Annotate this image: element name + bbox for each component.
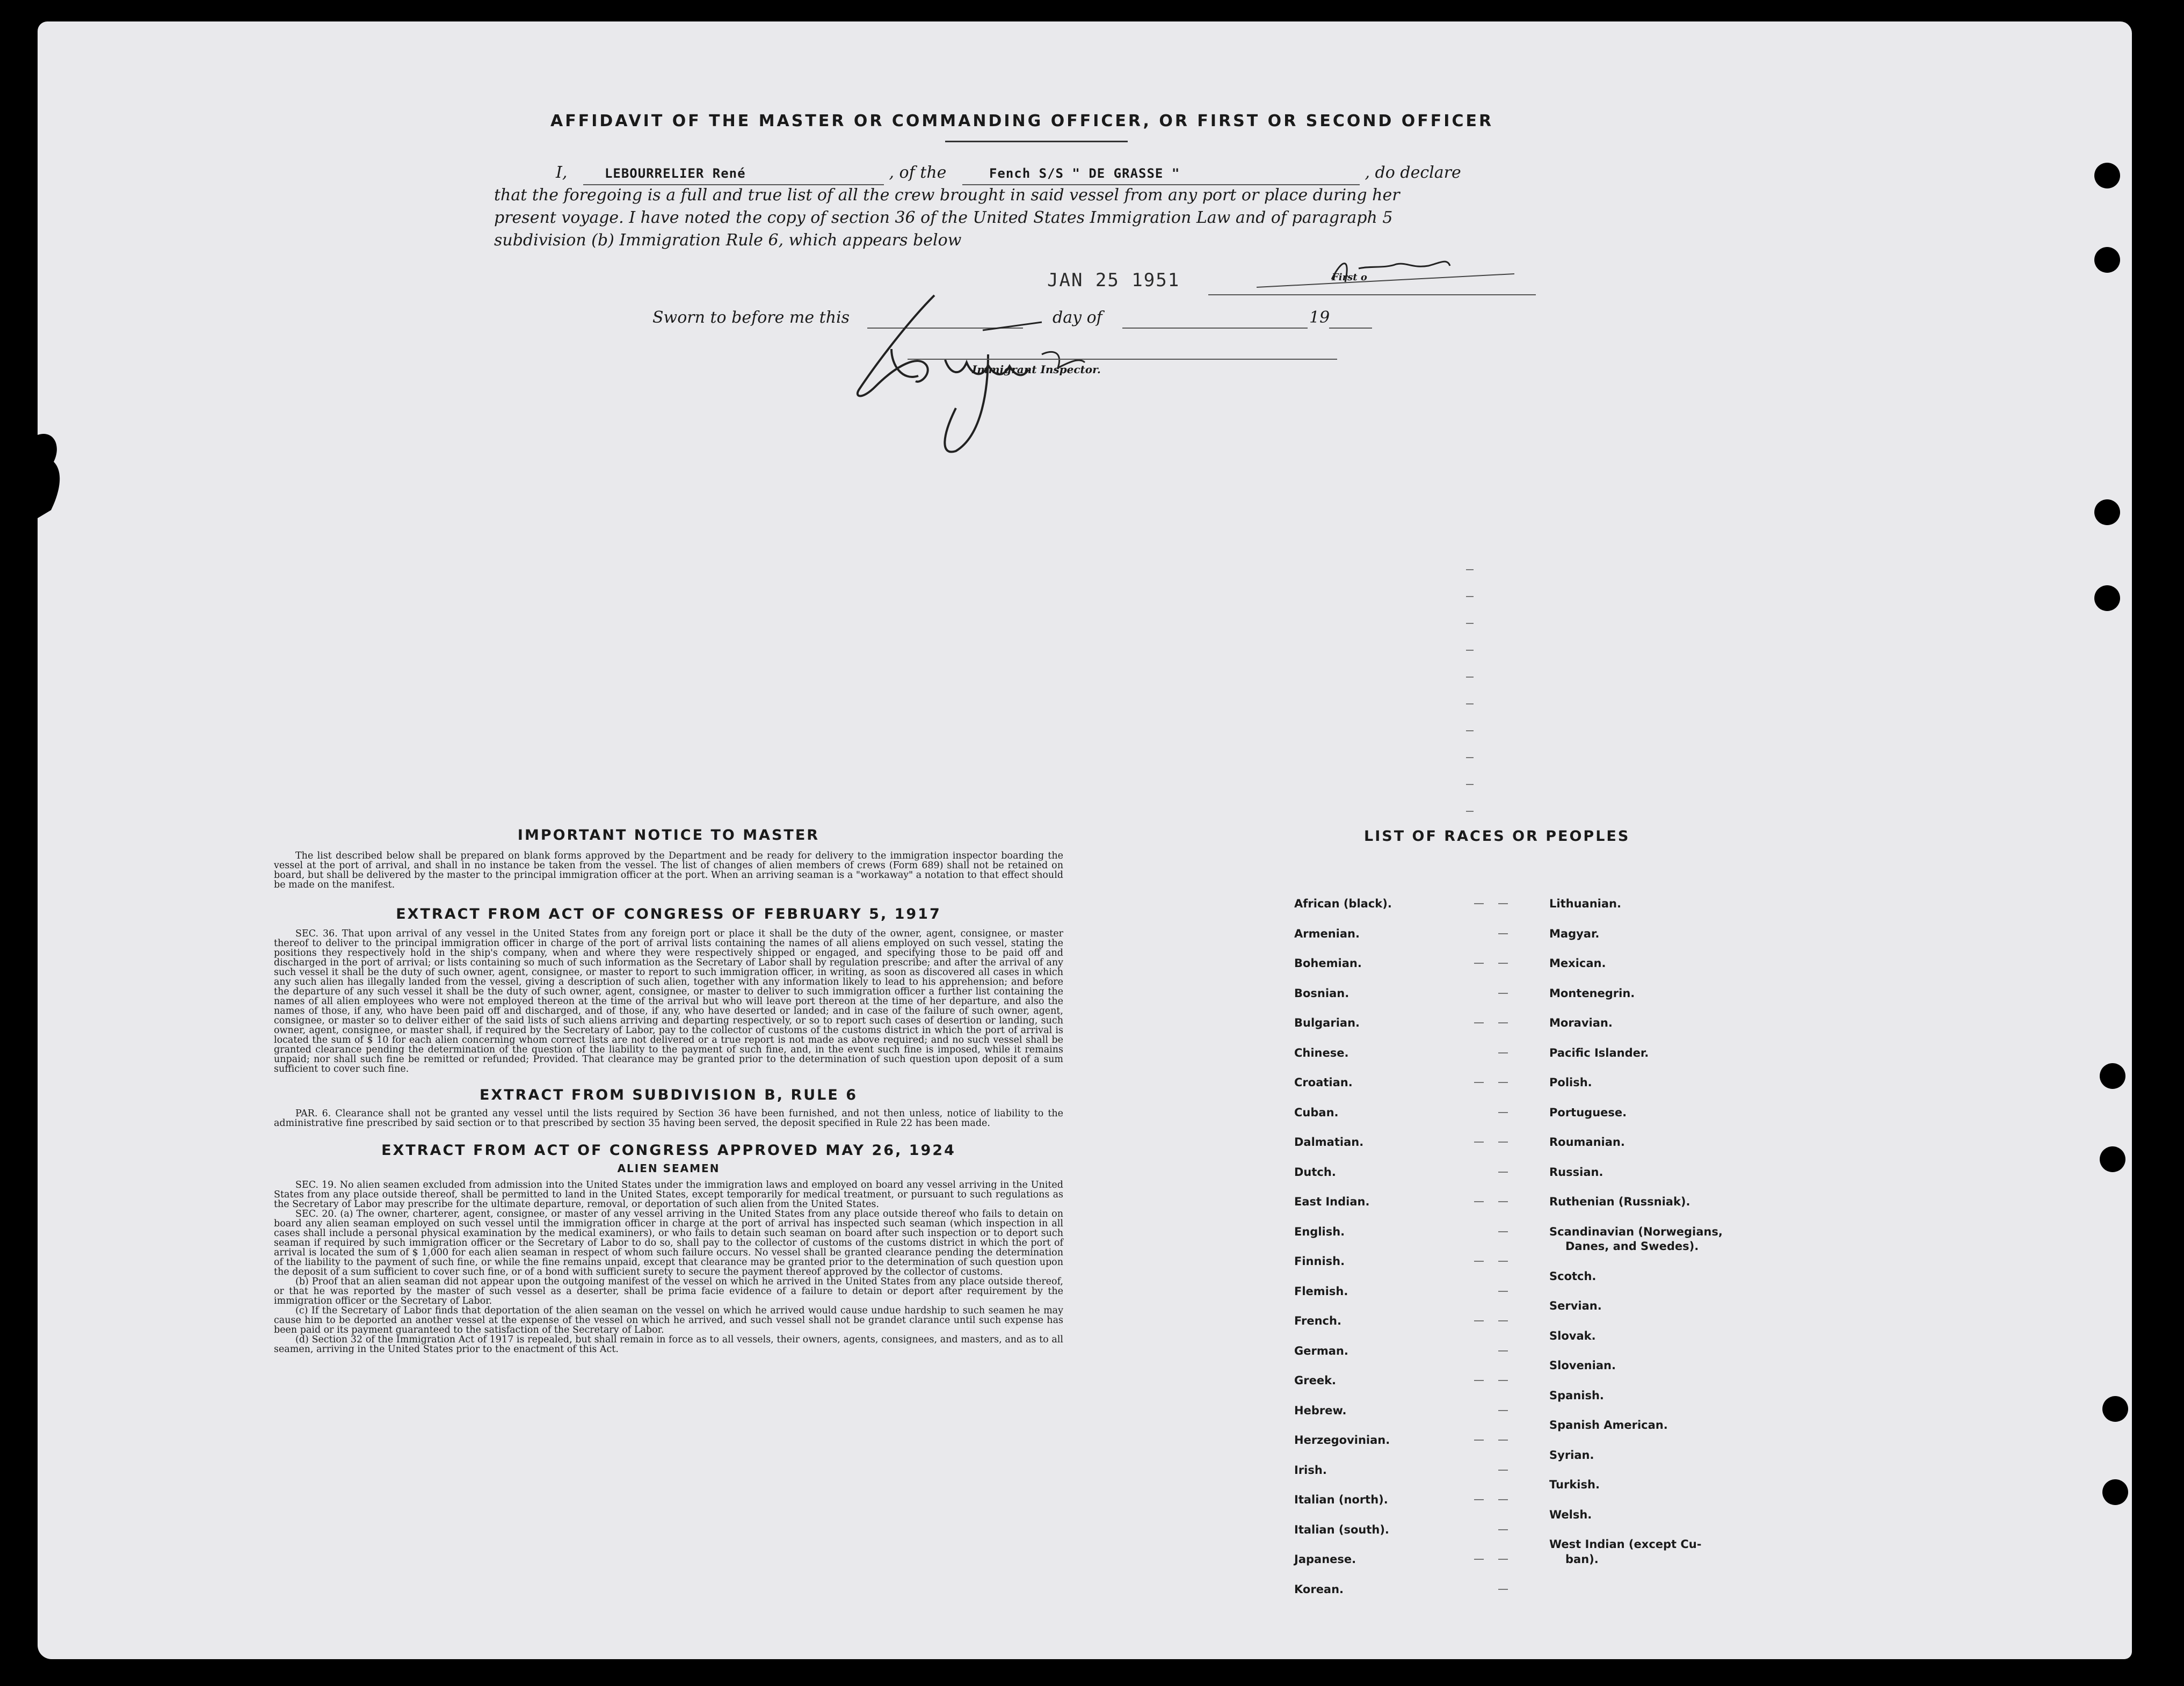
officer-title: First o (1332, 272, 1367, 283)
punch-hole (2100, 1063, 2125, 1089)
race-item: Bosnian. (1294, 986, 1349, 1000)
column-dash (1498, 1350, 1508, 1351)
race-item: Greek. (1294, 1374, 1337, 1387)
race-item: English. (1294, 1225, 1345, 1238)
extract-rule6-text: PAR. 6. Clearance shall not be granted any vessel until the lists required by Section 36 have been furnished, and not then unless, notice of liability to the administrative fine prescribed by said section or to that prescribed by section 35 having been served, the deposit specified in Rule 22 has been made. (274, 1108, 1063, 1129)
column-dash (1498, 1320, 1508, 1321)
race-item: ban). (1565, 1552, 1599, 1566)
race-item: Turkish. (1549, 1478, 1600, 1491)
column-dash (1498, 1261, 1508, 1262)
margin-tick (1466, 569, 1474, 570)
race-item: Flemish. (1294, 1284, 1348, 1298)
column-dash (1474, 1142, 1484, 1143)
race-item: Scandinavian (Norwegians, (1549, 1225, 1723, 1238)
race-item: Welsh. (1549, 1508, 1592, 1521)
column-dash (1498, 963, 1508, 964)
column-dash (1498, 1291, 1508, 1292)
race-item: African (black). (1294, 897, 1392, 910)
column-dash (1498, 1470, 1508, 1471)
race-item: French. (1294, 1314, 1341, 1327)
race-item: Moravian. (1549, 1016, 1613, 1029)
race-item: German. (1294, 1344, 1348, 1357)
races-title: LIST OF RACES OR PEOPLES (1364, 828, 1630, 845)
punch-hole (2094, 585, 2120, 611)
extract-1924-title: EXTRACT FROM ACT OF CONGRESS APPROVED MAY 26, 1924 (381, 1142, 956, 1159)
punch-hole (2094, 163, 2120, 188)
race-item: Portuguese. (1549, 1106, 1627, 1119)
extract-1924-body (274, 1180, 1063, 1354)
title-rule (945, 141, 1128, 142)
i-label: I, (556, 163, 568, 182)
race-item: Pacific Islander. (1549, 1046, 1649, 1059)
column-dash (1474, 1022, 1484, 1023)
race-item: Dalmatian. (1294, 1136, 1364, 1149)
race-item: Bohemian. (1294, 957, 1362, 970)
race-item: Cuban. (1294, 1106, 1339, 1119)
column-dash (1498, 1022, 1508, 1023)
notice-title: IMPORTANT NOTICE TO MASTER (517, 827, 820, 844)
notice-section (274, 827, 1063, 1354)
inspector-label: Immigrant Inspector. (972, 363, 1101, 376)
year-prefix: 19 (1309, 308, 1330, 327)
race-item: Spanish American. (1549, 1419, 1668, 1431)
race-item: Chinese. (1294, 1046, 1349, 1059)
officer-name-field[interactable] (583, 162, 884, 185)
race-item: Croatian. (1294, 1076, 1353, 1089)
column-dash (1498, 993, 1508, 994)
column-dash (1498, 1112, 1508, 1113)
column-dash (1474, 1320, 1484, 1321)
column-dash (1474, 1261, 1484, 1262)
race-item: West Indian (except Cu- (1549, 1538, 1702, 1551)
column-dash (1498, 1529, 1508, 1530)
vessel-field[interactable] (962, 162, 1360, 185)
race-item: Finnish. (1294, 1255, 1345, 1268)
column-dash (1474, 963, 1484, 964)
race-item: Roumanian. (1549, 1136, 1625, 1149)
margin-tick (1466, 730, 1474, 731)
document-page (38, 21, 2132, 1659)
column-dash (1474, 1499, 1484, 1500)
date-stamp: JAN 25 1951 (1047, 270, 1180, 291)
race-item: Dutch. (1294, 1165, 1336, 1179)
race-item: Slovenian. (1549, 1359, 1616, 1372)
officer-title-line (1208, 294, 1536, 295)
day-of-label: day of (1053, 308, 1102, 327)
race-item: Armenian. (1294, 927, 1360, 940)
extract-1917-body (274, 929, 1063, 1074)
race-item: Polish. (1549, 1076, 1592, 1089)
vessel-name: Fench S/S " DE GRASSE " (989, 166, 1180, 181)
column-dash (1498, 933, 1508, 934)
race-item: Herzegovinian. (1294, 1434, 1390, 1447)
affidavit-line-4: subdivision (b) Immigration Rule 6, which appears below (494, 231, 962, 250)
column-dash (1498, 1589, 1508, 1590)
race-item: Bulgarian. (1294, 1016, 1360, 1029)
margin-tick (1466, 811, 1474, 812)
column-dash (1474, 1559, 1484, 1560)
column-dash (1498, 1410, 1508, 1411)
punch-hole (2094, 247, 2120, 273)
race-item: Ruthenian (Russniak). (1549, 1195, 1690, 1208)
column-dash (1498, 1440, 1508, 1441)
race-item: Mexican. (1549, 957, 1606, 970)
extract-rule6-title: EXTRACT FROM SUBDIVISION B, RULE 6 (479, 1087, 858, 1103)
paper-tear-mark (38, 430, 75, 521)
sec-20d-text: (d) Section 32 of the Immigration Act of 1917 is repealed, but shall remain in force as to all vessels, their owners, agents, consignees, and masters, and as to all seamen, arriving in the United States prior to the enactment of this Act. (274, 1334, 1063, 1355)
race-item: Italian (north). (1294, 1493, 1388, 1506)
race-item: Servian. (1549, 1299, 1602, 1312)
extract-1917-text: SEC. 36. That upon arrival of any vessel in the United States from any foreign port or place it shall be the duty of the owner, agent, consignee, or master thereof to deliver to the principal immigration officer in charge of the port of arrival lists containing the names of all aliens employed on such vessel, stating the positions they respectively hold in the ship's company, when and where they were respectively shipped or engaged, and specifying those to be paid off and discharged in the port of arrival; or lists containing so much of such information as the Secretary of Labor shall by regulation prescribe; and after the arrival of any such vessel it shall be the duty of such owner, agent, consignee, or master to report to such immigration officer, in writing, as soon as discovered all cases in which any such alien has illegally landed from the vessel, giving a description of such alien, together with any information likely to lead to his apprehension; and before the departure of any such vessel it shall be the duty of such owner, agent, consignee, or master to deliver to such immigration officer a further list containing the names of all alien employees who were not employed thereon at the time of the arrival but who will leave port thereon at the time of her departure, and also the names of those, if any, who have been paid off and discharged, and of those, if any, who have deserted or landed; and in case of the failure of such owner, agent, consignee, or master so to deliver either of the said lists of such aliens arriving and departing respectively, or so to report such cases of desertion or landing, such owner, agent, consignee, or master shall, if required by the Secretary of Labor, pay to the collector of customs of the customs district in which the port of arrival is located the sum of $ 10 for each alien concerning whom correct lists are not delivered or a true report is not made as above required; and no such vessel shall be granted clearance pending the determination of the question of the liability to the payment of such fine, and, in the event such fine is imposed, while it remains unpaid; nor shall such fine be remitted or refunded; Provided. That clearance may be granted prior to the determination of such question upon deposit of a sum sufficient to cover such fine. (274, 928, 1063, 1074)
extract-1917-title: EXTRACT FROM ACT OF CONGRESS OF FEBRUARY 5, 1917 (396, 906, 941, 922)
sec-20c-text: (c) If the Secretary of Labor finds that deportation of the alien seaman on the vessel on which he arrived would cause undue hardship to such seamen he may cause him to be deported an another vessel at the expense of the vessel on which he arrived, and such vessel shall not be grandet clarance until such expense has been paid or its payment guaranteed to the satisfaction of the Secretary of Labor. (274, 1305, 1063, 1335)
affidavit-line-3: present voyage. I have noted the copy of section 36 of the United States Immigration Law and of paragraph 5 (494, 208, 1393, 227)
race-item: Montenegrin. (1549, 986, 1635, 1000)
affidavit-line-1 (494, 162, 1541, 185)
race-item: Danes, and Swedes). (1565, 1240, 1699, 1253)
column-dash (1498, 1201, 1508, 1202)
affidavit-line-2: that the foregoing is a full and true list of all the crew brought in said vessel from any port or place during her (494, 186, 1400, 205)
punch-hole (2094, 499, 2120, 525)
race-item: Hebrew. (1294, 1404, 1347, 1417)
column-dash (1498, 903, 1508, 904)
column-dash (1474, 1082, 1484, 1083)
margin-tick (1466, 677, 1474, 678)
race-item: Japanese. (1294, 1553, 1356, 1566)
race-item: Irish. (1294, 1463, 1327, 1477)
sec-20a-text: SEC. 20. (a) The owner, charterer, agent, consignee, or master of any vessel arriving in the United States from any place outside thereof who fails to detain on board any alien seaman employed on such vessel until the immigration officer in charge at the port of arrival has inspected such seaman (which inspection in all cases shall include a personal physical examination by the medical examiners), or who fails to detain such seaman on board after such inspection or to deport such seaman if required by such immigration officer or the Secretary of Labor to do so, shall pay to the collector of customs of the customs district in which the port of arrival is located the sum of $ 1,000 for each alien seaman in respect of whom such failure occurs. No vessel shall be granted clearance pending the determination of the liability to the payment of such fine, or while the fine remains unpaid, except that clearance may be granted prior to the determination of such question upon the deposit of a sum sufficient to cover such fine, or of a bond with sufficient surety to secure the payment thereof approved by the collector of customs. (274, 1209, 1063, 1277)
column-dash (1498, 1172, 1508, 1173)
do-declare-label: , do declare (1365, 163, 1461, 182)
margin-tick (1466, 757, 1474, 758)
column-dash (1498, 1082, 1508, 1083)
column-dash (1498, 1052, 1508, 1053)
officer-signature (1235, 236, 1536, 306)
race-item: Scotch. (1549, 1269, 1597, 1283)
punch-hole (2100, 1146, 2125, 1172)
race-item: Syrian. (1549, 1448, 1594, 1462)
column-dash (1498, 1142, 1508, 1143)
column-dash (1498, 1380, 1508, 1381)
column-dash (1498, 1559, 1508, 1560)
margin-tick (1466, 596, 1474, 597)
officer-name: LEBOURRELIER René (604, 166, 746, 181)
column-dash (1474, 903, 1484, 904)
column-dash (1474, 1201, 1484, 1202)
column-dash (1498, 1231, 1508, 1232)
margin-tick (1466, 784, 1474, 785)
margin-tick (1466, 703, 1474, 704)
notice-body (274, 851, 1063, 890)
race-item: East Indian. (1294, 1195, 1370, 1208)
race-item: Korean. (1294, 1582, 1344, 1596)
sworn-label: Sworn to before me this (652, 308, 850, 327)
punch-hole (2102, 1479, 2128, 1505)
margin-tick (1466, 650, 1474, 651)
margin-tick (1466, 623, 1474, 624)
notice-text: The list described below shall be prepared on blank forms approved by the Department and be ready for delivery to the immigration inspector boarding the vessel at the port of arrival, and shall in no instance be taken from the vessel. The list of changes of alien members of crews (Form 689) shall not be retained on board, but shall be delivered by the master to the principal immigration officer at the port. When an arriving seaman is a "workaway" a notation to that effect should be made on the manifest. (274, 851, 1063, 890)
race-item: Slovak. (1549, 1329, 1596, 1342)
extract-rule6-body (274, 1109, 1063, 1128)
race-item: Magyar. (1549, 927, 1600, 940)
race-item: Italian (south). (1294, 1523, 1389, 1536)
race-item: Lithuanian. (1549, 897, 1621, 910)
sworn-year-line[interactable] (1329, 328, 1372, 329)
race-item: Russian. (1549, 1165, 1603, 1179)
sec-19-text: SEC. 19. No alien seamen excluded from admission into the United States under the immigration laws and employed on board any vessel arriving in the United States from any place outside thereof, shall be permitted to land in the United States, except temporarily for medical treatment, or pursuant to such regulations as the Secretary of Labor may prescribe for the ultimate departure, removal, or deportation of such alien from the United States. (274, 1180, 1063, 1210)
column-dash (1498, 1499, 1508, 1500)
inspector-line (908, 359, 1337, 360)
affidavit-title: AFFIDAVIT OF THE MASTER OR COMMANDING OFFICER, OR FIRST OR SECOND OFFICER (550, 112, 1494, 130)
punch-hole (2102, 1396, 2128, 1422)
column-dash (1474, 1380, 1484, 1381)
extract-1924-subtitle: ALIEN SEAMEN (617, 1162, 720, 1175)
of-the-label: , of the (889, 163, 947, 182)
column-dash (1474, 1440, 1484, 1441)
race-item: Spanish. (1549, 1389, 1604, 1402)
sec-20b-text: (b) Proof that an alien seaman did not appear upon the outgoing manifest of the vessel on which he arrived in the United States from any place outside thereof, or that he was reported by the master of such vessel as a deserter, shall be prima facie evidence of a failure to detain or deport after requirement by the immigration officer or the Secretary of Labor. (274, 1276, 1063, 1306)
